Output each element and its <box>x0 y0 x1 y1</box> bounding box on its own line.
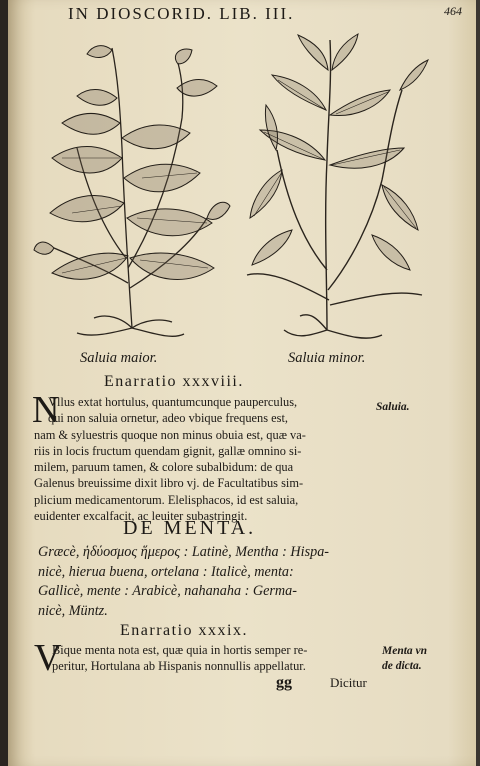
margin-note-menta <box>382 644 427 674</box>
salvia-minor-woodcut <box>232 30 432 350</box>
drop-cap-n: N <box>32 389 60 431</box>
figure-caption-right: Saluia minor. <box>288 350 366 366</box>
drop-cap-v: V <box>34 637 62 679</box>
catchword: Dicitur <box>330 675 367 690</box>
text-line: riis in locis fructum quendam gignit, gallæ omnino si- <box>34 443 302 458</box>
text-line: Græcè, ἡδύοσμος ἥμερος : Latinè, Mentha : Hispa- <box>38 544 330 560</box>
section-heading-enarratio-39: Enarratio xxxix. <box>120 622 248 639</box>
book-spine-shadow <box>0 0 8 766</box>
figure-caption-left: Saluia maior. <box>80 350 158 366</box>
margin-line: Menta vn <box>382 645 428 657</box>
text-line: Vllus extat hortulus, quantumcunque pauperculus, <box>48 395 298 409</box>
section-heading-enarratio-38: Enarratio xxxviii. <box>104 373 244 390</box>
text-line: Gallicè, mente : Arabicè, nahanaha : Germa- <box>38 583 297 599</box>
text-line: nicè, hierua buena, ortelana : Italicè, menta: <box>38 563 294 580</box>
margin-note-salvia: Saluia. <box>376 401 410 413</box>
salvia-commentary-text <box>34 394 376 524</box>
section-title-de-menta: DE MENTA. <box>123 517 257 539</box>
text-line: qui non saluia ornetur, adeo vbique frequens est, <box>48 411 289 426</box>
salvia-maior-woodcut <box>32 28 232 348</box>
mint-names-text <box>38 543 383 621</box>
text-line: peritur, Hortulana ab Hispanis nonnullis appellatur. <box>52 659 306 674</box>
margin-line: de dicta. <box>382 660 422 672</box>
running-title: IN DIOSCORID. LIB. III. <box>68 4 295 23</box>
page-number: 464 <box>444 4 462 18</box>
mint-commentary-text <box>52 642 376 675</box>
book-page <box>8 0 476 766</box>
text-line: milem, paruum tamen, & colore subalbidum: de qua <box>34 460 294 475</box>
text-line: Galenus breuissime dixit libro vj. de Facultatibus sim- <box>34 476 304 491</box>
text-line: nicè, Müntz. <box>38 602 108 619</box>
text-line: euidenter excalfacit, ac leuiter subastringit. <box>34 509 248 524</box>
text-line: Bique menta nota est, quæ quia in hortis semper re- <box>52 643 308 657</box>
text-line: plicium medicamentorum. Elelisphacos, id est saluia, <box>34 492 299 507</box>
signature-mark: gg <box>276 674 292 691</box>
text-line: nam & syluestris quoque non minus obuia est, quæ va- <box>34 427 306 442</box>
